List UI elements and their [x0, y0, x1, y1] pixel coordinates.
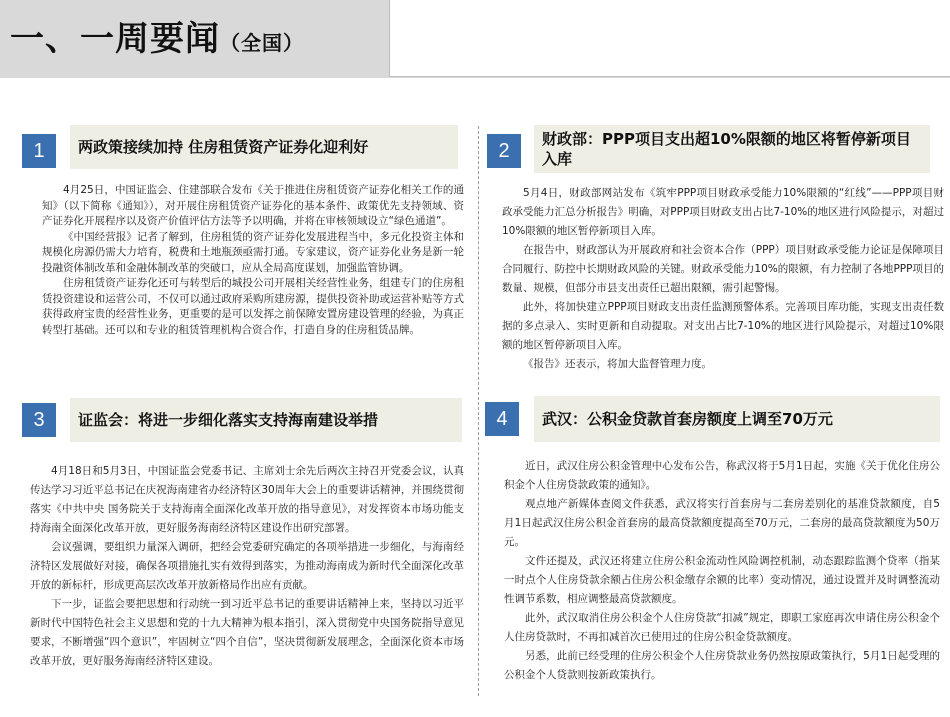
article-3-paragraph-1: 4月18日和5月3日，中国证监会党委书记、主席刘士余先后两次主持召开党委会议，认真传达学习习近平总书记在庆祝海南建省办经济特区30周年大会上的重要讲话精神，并围绕贯彻落实《中共中央 国务院关于支持海南全面深化改革开放的指导意见》，对发挥资本市场功能支持海南全面深化改革开放，更好服务海南经济特区建设作出研究部署。	[30, 465, 464, 534]
article-3-paragraph-2: 会议强调，要组织力量深入调研，把经会党委研究确定的各项举措进一步细化，与海南经济特区发展做好对接，确保各项措施扎实有效得到落实，为推动海南成为新时代全面深化改革开放的新标杆，形成更高层次改革开放新格局作出应有贡献。	[30, 541, 464, 591]
article-1-paragraph-1: 4月25日，中国证监会、住建部联合发布《关于推进住房租赁资产证券化相关工作的通知》（以下简称《通知》），对开展住房租赁资产证券化的基本条件、政策优先支持领域、资产证券化开展程序以及资产价值评估方法等予以明确，并将在审核领域设立“绿色通道”。	[42, 184, 464, 227]
header-blank-panel	[389, 0, 950, 77]
article-2-number-badge: 2	[487, 134, 521, 168]
article-4-paragraph-5: 另悉，此前已经受理的住房公积金个人住房贷款业务仍然按原政策执行，5月1日起受理的公积金个人贷款则按新政策执行。	[504, 650, 940, 681]
article-3-number-badge: 3	[22, 403, 56, 437]
article-4-paragraph-4: 此外，武汉取消住房公积金个人住房贷款“扣减”规定，即职工家庭再次申请住房公积金个人住房贷款时，不再扣减首次已使用过的住房公积金贷款额度。	[504, 612, 940, 643]
article-1-title: 两政策接续加持 住房租赁资产证券化迎利好	[70, 125, 458, 169]
article-2-body	[502, 184, 944, 374]
article-2-paragraph-3: 此外，将加快建立PPP项目财政支出责任监测预警体系。完善项目库功能，实现支出责任数据的多点录入、实时更新和自动提取。对支出占比7-10%的地区进行风险提示，对超过10%限额的地区暂停新项目入库。	[502, 301, 944, 351]
article-4-paragraph-1: 近日，武汉住房公积金管理中心发布公告，称武汉将于5月1日起，实施《关于优化住房公积金个人住房贷款政策的通知》。	[504, 460, 940, 491]
article-2-paragraph-1: 5月4日，财政部网站发布《筑牢PPP项目财政承受能力10%限额的“红线”——PPP项目财政承受能力汇总分析报告》明确，对PPP项目财政支出占比7-10%的地区进行风险提示，对超过10%限额的地区暂停新项目入库。	[502, 187, 944, 237]
article-2-paragraph-2: 在报告中，财政部认为开展政府和社会资本合作（PPP）项目财政承受能力论证是保障项目合同履行、防控中长期财政风险的关键。财政承受能力10%的限额，有力控制了各地PPP项目的数量、规模，但部分市县支出责任已超出限额，需引起警惕。	[502, 244, 944, 294]
page-title-subtitle: （全国）	[220, 31, 304, 55]
article-3-title: 证监会：将进一步细化落实支持海南建设举措	[70, 398, 462, 442]
article-4-title: 武汉：公积金贷款首套房额度上调至70万元	[534, 396, 940, 442]
article-1-number-badge: 1	[22, 134, 56, 168]
article-4-body	[504, 457, 940, 685]
column-divider	[478, 126, 479, 696]
article-4-paragraph-3: 文件还提及，武汉还将建立住房公积金流动性风险调控机制，动态跟踪监测个贷率（指某一时点个人住房贷款余额占住房公积金缴存余额的比率）变动情况，通过设置并及时调整流动性调节系数，相应调整最高贷款额度。	[504, 555, 940, 605]
article-1-paragraph-3: 住房租赁资产证券化还可与转型后的城投公司开展相关经营性业务，组建专门的住房租赁投资建设和运营公司，不仅可以通过政府采购所建房源，提供投资补助或运营补贴等方式获得政府宝贵的经营性业务，更重要的是可以发挥之前保障安置房建设管理的经验，为真正转型打基础。还可以和专业的租赁管理机构合资合作，打造自身的住房租赁品牌。	[42, 277, 464, 336]
article-1-paragraph-2: 《中国经营报》记者了解到，住房租赁的资产证券化发展进程当中，多元化投资主体和规模化房源仍需大力培育，税费和土地瓶颈亟需打通。专家建议，资产证券化业务是新一轮投融资体制改革和金融体制改革的突破口，应从全局高度谋划，加强监管协调。	[42, 230, 464, 274]
article-1-body	[42, 183, 464, 338]
page-title-main: 一、一周要闻	[10, 19, 220, 59]
article-2-paragraph-4: 《报告》还表示，将加大监督管理力度。	[523, 358, 712, 370]
article-2-title: 财政部：PPP项目支出超10%限额的地区将暂停新项目入库	[534, 125, 930, 173]
page-title	[10, 14, 304, 64]
article-3-body	[30, 462, 464, 671]
article-4-number-badge: 4	[485, 402, 519, 436]
article-4-paragraph-2: 观点地产新媒体查阅文件获悉，武汉将实行首套房与二套房差别化的基准贷款额度，自5月1日起武汉住房公积金首套房的最高贷款额度提高至70万元，二套房的最高贷款额度为50万元。	[504, 498, 940, 548]
article-3-paragraph-3: 下一步，证监会要把思想和行动统一到习近平总书记的重要讲话精神上来，坚持以习近平新时代中国特色社会主义思想和党的十九大精神为根本指引，深入贯彻党中央国务院指导意见要求，不断增强“四个意识”，牢固树立“四个自信”，坚决贯彻新发展理念，全面深化资本市场改革开放，更好服务海南经济特区建设。	[30, 598, 464, 667]
